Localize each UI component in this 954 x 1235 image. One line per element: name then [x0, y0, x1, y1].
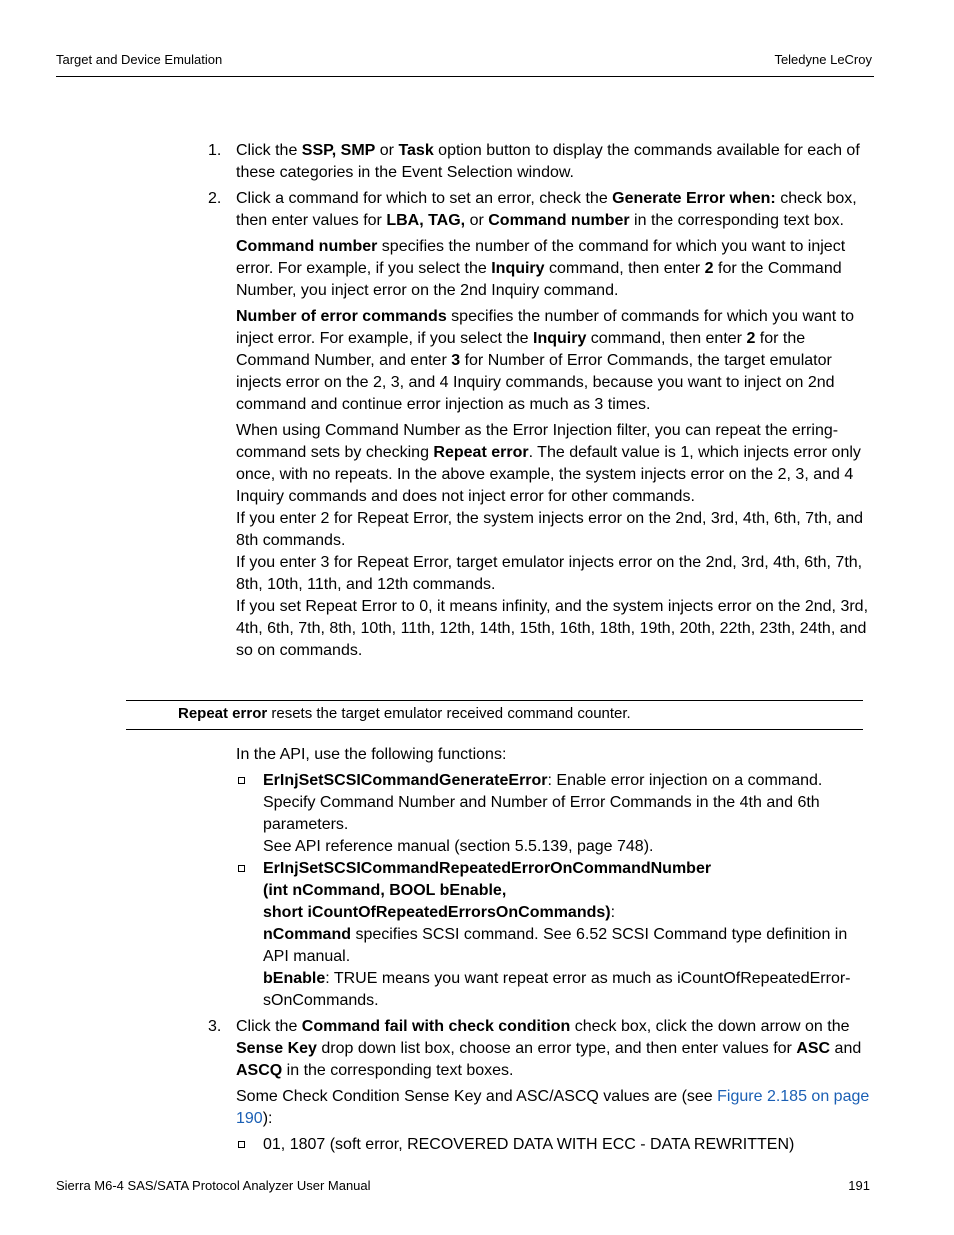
step-1-number: 1. — [208, 142, 222, 159]
repeat-error-example-0: If you set Repeat Error to 0, it means infinity, and the system injects error on the 2nd, 3rd, 4th, 6th, 7th, 8th, 10th, 11th, 12th, 14th, 15th, 16th, 18th, 19th, 20th, 22th, 23th, 24th, and so on commands. — [236, 598, 869, 659]
step-1: 1. Click the SSP, SMP or Task option button to display the commands available for each of these categories in the Event Selection window. — [208, 142, 860, 181]
number-of-error-commands-paragraph: Number of error commands specifies the number of commands for which you want to inject error. For example, if you select the Inquiry command, then enter 2 for the Command Number, and enter 3 for Number of Error Commands, the target emulator injects error on the 2, 3, and 4 Inquiry commands, because you want to inject on 2nd command and continue error injection as much as 3 times. — [236, 308, 855, 413]
step-2: 2. Click a command for which to set an error, check the Generate Error when: check box, then enter values for LBA, TAG, or Command number in the corresponding text box. — [208, 190, 857, 229]
sense-bullet-1: 01, 1807 (soft error, RECOVERED DATA WITH ECC - DATA REWRITTEN) — [236, 1134, 876, 1156]
step-2-number: 2. — [208, 190, 222, 207]
api-intro: In the API, use the following functions: — [236, 746, 507, 763]
note-box — [126, 700, 863, 730]
checkbox-bullet-icon — [238, 1141, 245, 1148]
page-number: 191 — [848, 1178, 870, 1193]
header-rule — [56, 76, 874, 77]
step-3-number: 3. — [208, 1018, 222, 1035]
repeat-error-example-3: If you enter 3 for Repeat Error, target emulator injects error on the 2nd, 3rd, 4th, 6th, 7th, 8th, 10th, 11th, and 12th commands. — [236, 554, 863, 593]
checkbox-bullet-icon — [238, 865, 245, 872]
header-right: Teledyne LeCroy — [774, 52, 872, 67]
step-3: 3. Click the Command fail with check condition check box, click the down arrow on the Sense Key drop down list box, choose an error type, and then enter values for ASC and ASCQ in the corresponding text boxes. — [208, 1018, 862, 1079]
sense-key-paragraph: Some Check Condition Sense Key and ASC/ASCQ values are (see Figure 2.185 on page 190): — [236, 1088, 870, 1127]
note-term: Repeat error — [178, 705, 268, 722]
upper-content — [208, 140, 876, 662]
checkbox-bullet-icon — [238, 777, 245, 784]
lower-content — [208, 744, 876, 1156]
api-bullet-1: ErInjSetSCSICommandGenerateError: Enable error injection on a command. Specify Command Number and Number of Error Commands in the 4th and 6th parameters. See API reference manual (section 5.5.139, page 748). — [236, 770, 876, 858]
repeat-error-example-2: If you enter 2 for Repeat Error, the system injects error on the 2nd, 3rd, 4th, 6th, 7th, and 8th commands. — [236, 510, 864, 549]
command-number-paragraph: Command number specifies the number of the command for which you want to inject error. For example, if you select the Inquiry command, then enter 2 for the Command Number, you inject error on the 2nd Inquiry command. — [236, 238, 846, 299]
header-left: Target and Device Emulation — [56, 52, 223, 67]
figure-link[interactable]: Figure 2.185 on page 190 — [236, 1088, 870, 1127]
repeat-error-paragraph: When using Command Number as the Error Injection filter, you can repeat the erring-command sets by checking Repeat error. The default value is 1, which injects error only once, with no repeats. In the above example, the system injects error on the 2, 3, and 4 Inquiry commands and does not inject error for other commands. — [236, 422, 861, 505]
footer-left: Sierra M6-4 SAS/SATA Protocol Analyzer User Manual — [56, 1178, 371, 1193]
note-text: resets the target emulator received command counter. — [267, 705, 631, 722]
api-bullet-2: ErInjSetSCSICommandRepeatedErrorOnCommandNumber (int nCommand, BOOL bEnable, short iCountOfRepeatedErrorsOnCommands): nCommand specifies SCSI command. See 6.52 SCSI Command type definition in API manual. bEnable: TRUE means you want repeat error as much as iCountOfRepeatedError-sOnCommands. — [236, 858, 876, 1012]
